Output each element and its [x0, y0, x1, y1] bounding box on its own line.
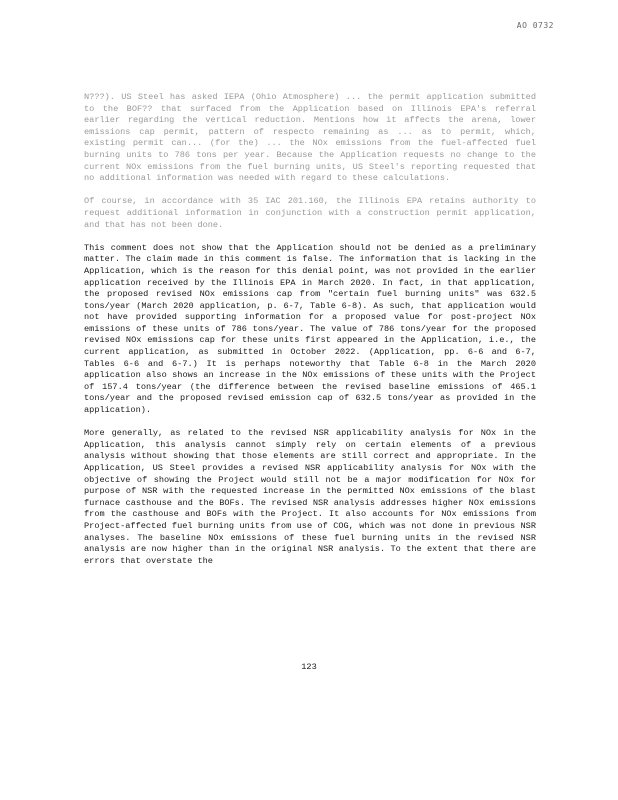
paragraph-4: More generally, as related to the revised NSR applicability analysis for NOx in the Application, this analysis cannot simply rely on certain elements of a previous analysis without showing that those elements are still correct and appropriate. In the Application, US Steel provides a revised NSR applicability analysis for NOx with the objective of showing the Project would still not be a major modification for NOx for purpose of NSR with the requested increase in the permitted NOx emissions of the blast furnace casthouse and the BOFs. The revised NSR analysis addresses higher NOx emissions from the casthouse and BOFs with the Project. It also accounts for NOx emissions from Project-affected fuel burning units from use of COG, which was not done in previous NSR analyses. The baseline NOx emissions of these fuel burning units in the revised NSR analysis are now higher than in the original NSR analysis. To the extent that there are errors that overstate the: [84, 428, 536, 566]
document-header-code: AO 0732: [516, 21, 554, 30]
page-number: 123: [301, 662, 317, 672]
document-body: [84, 92, 536, 579]
paragraph-2: Of course, in accordance with 35 IAC 201.160, the Illinois EPA retains authority to request additional information in conjunction with a construction permit application, and that has not been done.: [84, 196, 536, 230]
paragraph-1: N???). US Steel has asked IEPA (Ohio Atmosphere) ... the permit application submitted to the BOF?? that surfaced from the Application based on Illinois EPA's referral earlier regarding the vertical reduction. Mentions how it affects the arena, lower emissions cap permit, pattern of respecto remaining as ... as to permit, which, existing permit can... (for the) ... the NOx emissions from the fuel-affected fuel burning units to 786 tons per year. Because the Application requests no change to the current NOx emissions from the fuel burning units, US Steel's reporting requested that no additional information was needed with regard to these calculations.: [84, 92, 536, 184]
paragraph-3: This comment does not show that the Application should not be denied as a preliminary matter. The claim made in this comment is false. The information that is lacking in the Application, which is the reason for this denial point, was not provided in the earlier application received by the Illinois EPA in March 2020. In fact, in that application, the proposed revised NOx emissions cap from "certain fuel burning units" was 632.5 tons/year (March 2020 application, p. 6-7, Table 6-8). As such, that application would not have provided supporting information for a proposed value for post-project NOx emissions of these units of 786 tons/year. The value of 786 tons/year for the proposed revised NOx emissions cap for these units first appeared in the Application, i.e., the current application, as submitted in October 2022. (Application, pp. 6-6 and 6-7, Tables 6-6 and 6-7.) It is perhaps noteworthy that Table 6-8 in the March 2020 application also shows an increase in the NOx emissions of these units with the Project of 157.4 tons/year (the difference between the revised baseline emissions of 465.1 tons/year and the proposed revised emission cap of 632.5 tons/year as provided in the application).: [84, 242, 536, 416]
